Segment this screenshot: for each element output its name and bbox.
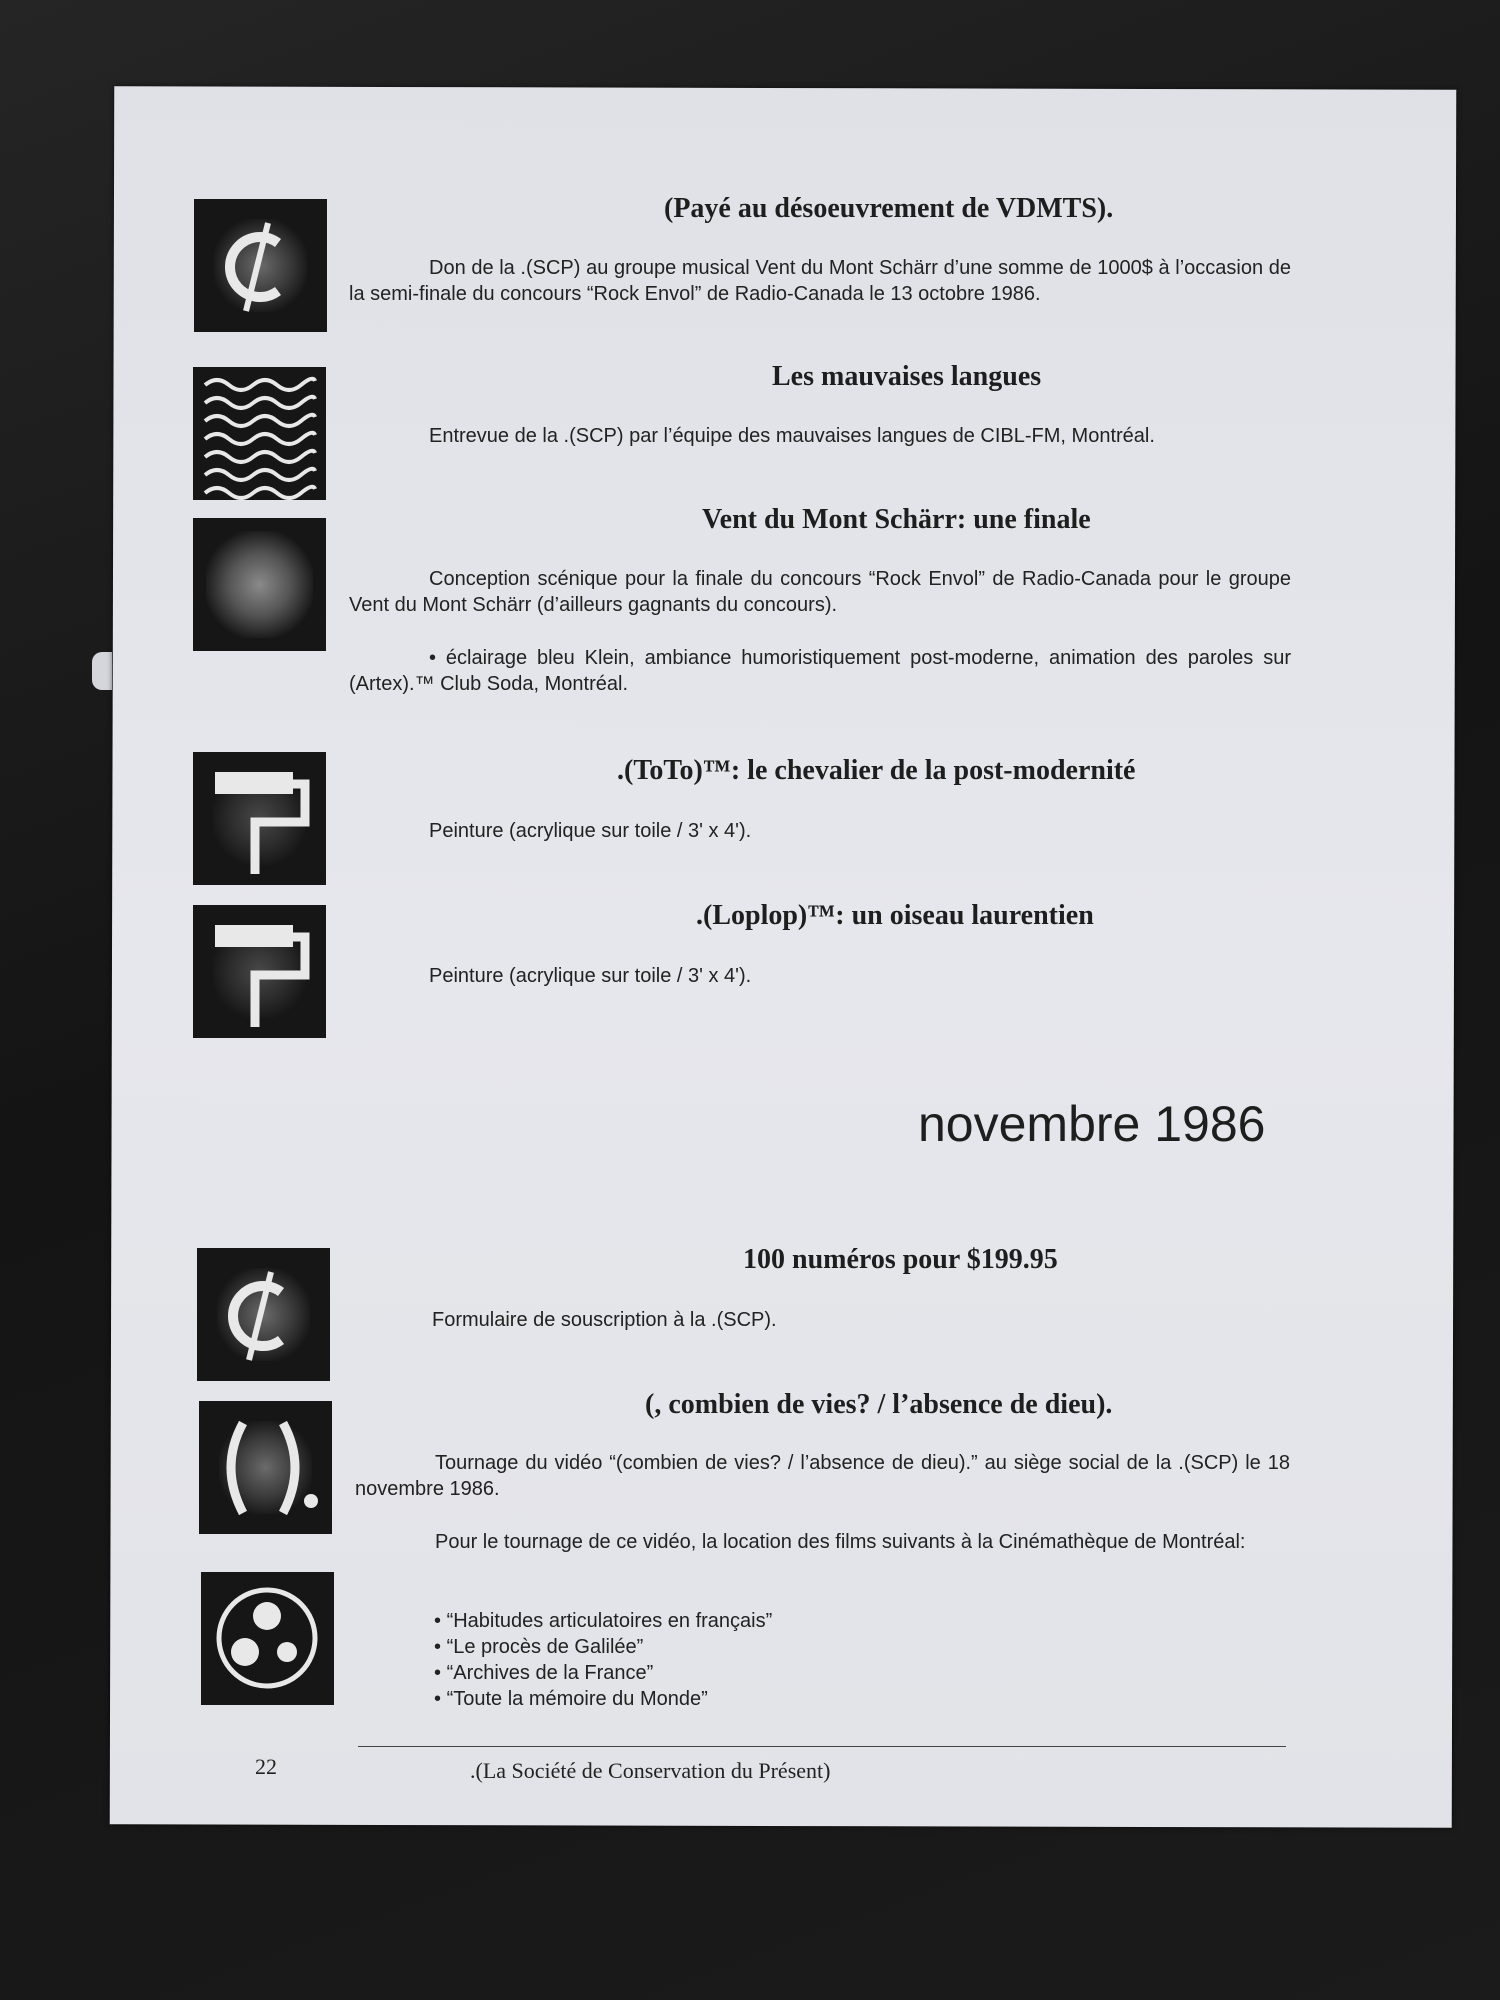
section-heading: (Payé au désoeuvrement de VDMTS). [664,193,1114,224]
section-paragraph: Tournage du vidéo “(combien de vies? / l’absence de dieu).” au siège social de la .(SCP) le 18 novembre 1986. [355,1452,1290,1500]
cent-sign-icon [197,1248,330,1381]
film-list [434,1608,772,1712]
list-item: • “Le procès de Galilée” [434,1634,772,1660]
cent-sign-icon [194,199,327,332]
section-heading: .(Loplop)™: un oiseau laurentien [696,900,1094,931]
section-paragraph: Pour le tournage de ce vidéo, la location des films suivants à la Cinémathèque de Montréal: [435,1531,1246,1553]
section-heading: Les mauvaises langues [772,361,1042,392]
list-item: • “Toute la mémoire du Monde” [434,1686,772,1712]
paint-roller-icon [193,905,326,1038]
section-paragraph: Peinture (acrylique sur toile / 3' x 4'). [429,820,752,842]
section-paragraph: Formulaire de souscription à la .(SCP). [432,1309,777,1331]
paint-roller-icon [193,752,326,885]
glow-square-icon [193,518,326,651]
list-item: • “Archives de la France” [434,1660,772,1686]
section-heading: 100 numéros pour $199.95 [743,1244,1058,1275]
section-heading: (, combien de vies? / l’absence de dieu). [645,1389,1113,1420]
section-paragraph: Entrevue de la .(SCP) par l’équipe des mauvaises langues de CIBL-FM, Montréal. [429,425,1155,447]
footer-title: .(La Société de Conservation du Présent) [470,1758,831,1783]
month-heading: novembre 1986 [918,1096,1266,1152]
section-heading: .(ToTo)™: le chevalier de la post-modernité [617,755,1136,786]
section-paragraph: • éclairage bleu Klein, ambiance humoristiquement post-moderne, animation des paroles sur (Artex).™ Club Soda, Montréal. [349,647,1291,695]
section-paragraph: Conception scénique pour la finale du concours “Rock Envol” de Radio-Canada pour le groupe Vent du Mont Schärr (d’ailleurs gagnants du concours). [349,568,1291,616]
parentheses-period-icon [199,1401,332,1534]
waves-icon [193,367,326,500]
section-paragraph: Don de la .(SCP) au groupe musical Vent du Mont Schärr d’une somme de 1000$ à l’occasion de la semi-finale du concours “Rock Envol” de Radio-Canada le 13 octobre 1986. [349,257,1291,305]
film-reel-icon [201,1572,334,1705]
list-item: • “Habitudes articulatoires en français” [434,1608,772,1634]
paper-tab [92,652,112,690]
section-paragraph: Peinture (acrylique sur toile / 3' x 4'). [429,965,752,987]
section-heading: Vent du Mont Schärr: une finale [702,504,1091,535]
page-number: 22 [255,1754,277,1779]
footer-rule [358,1746,1286,1747]
